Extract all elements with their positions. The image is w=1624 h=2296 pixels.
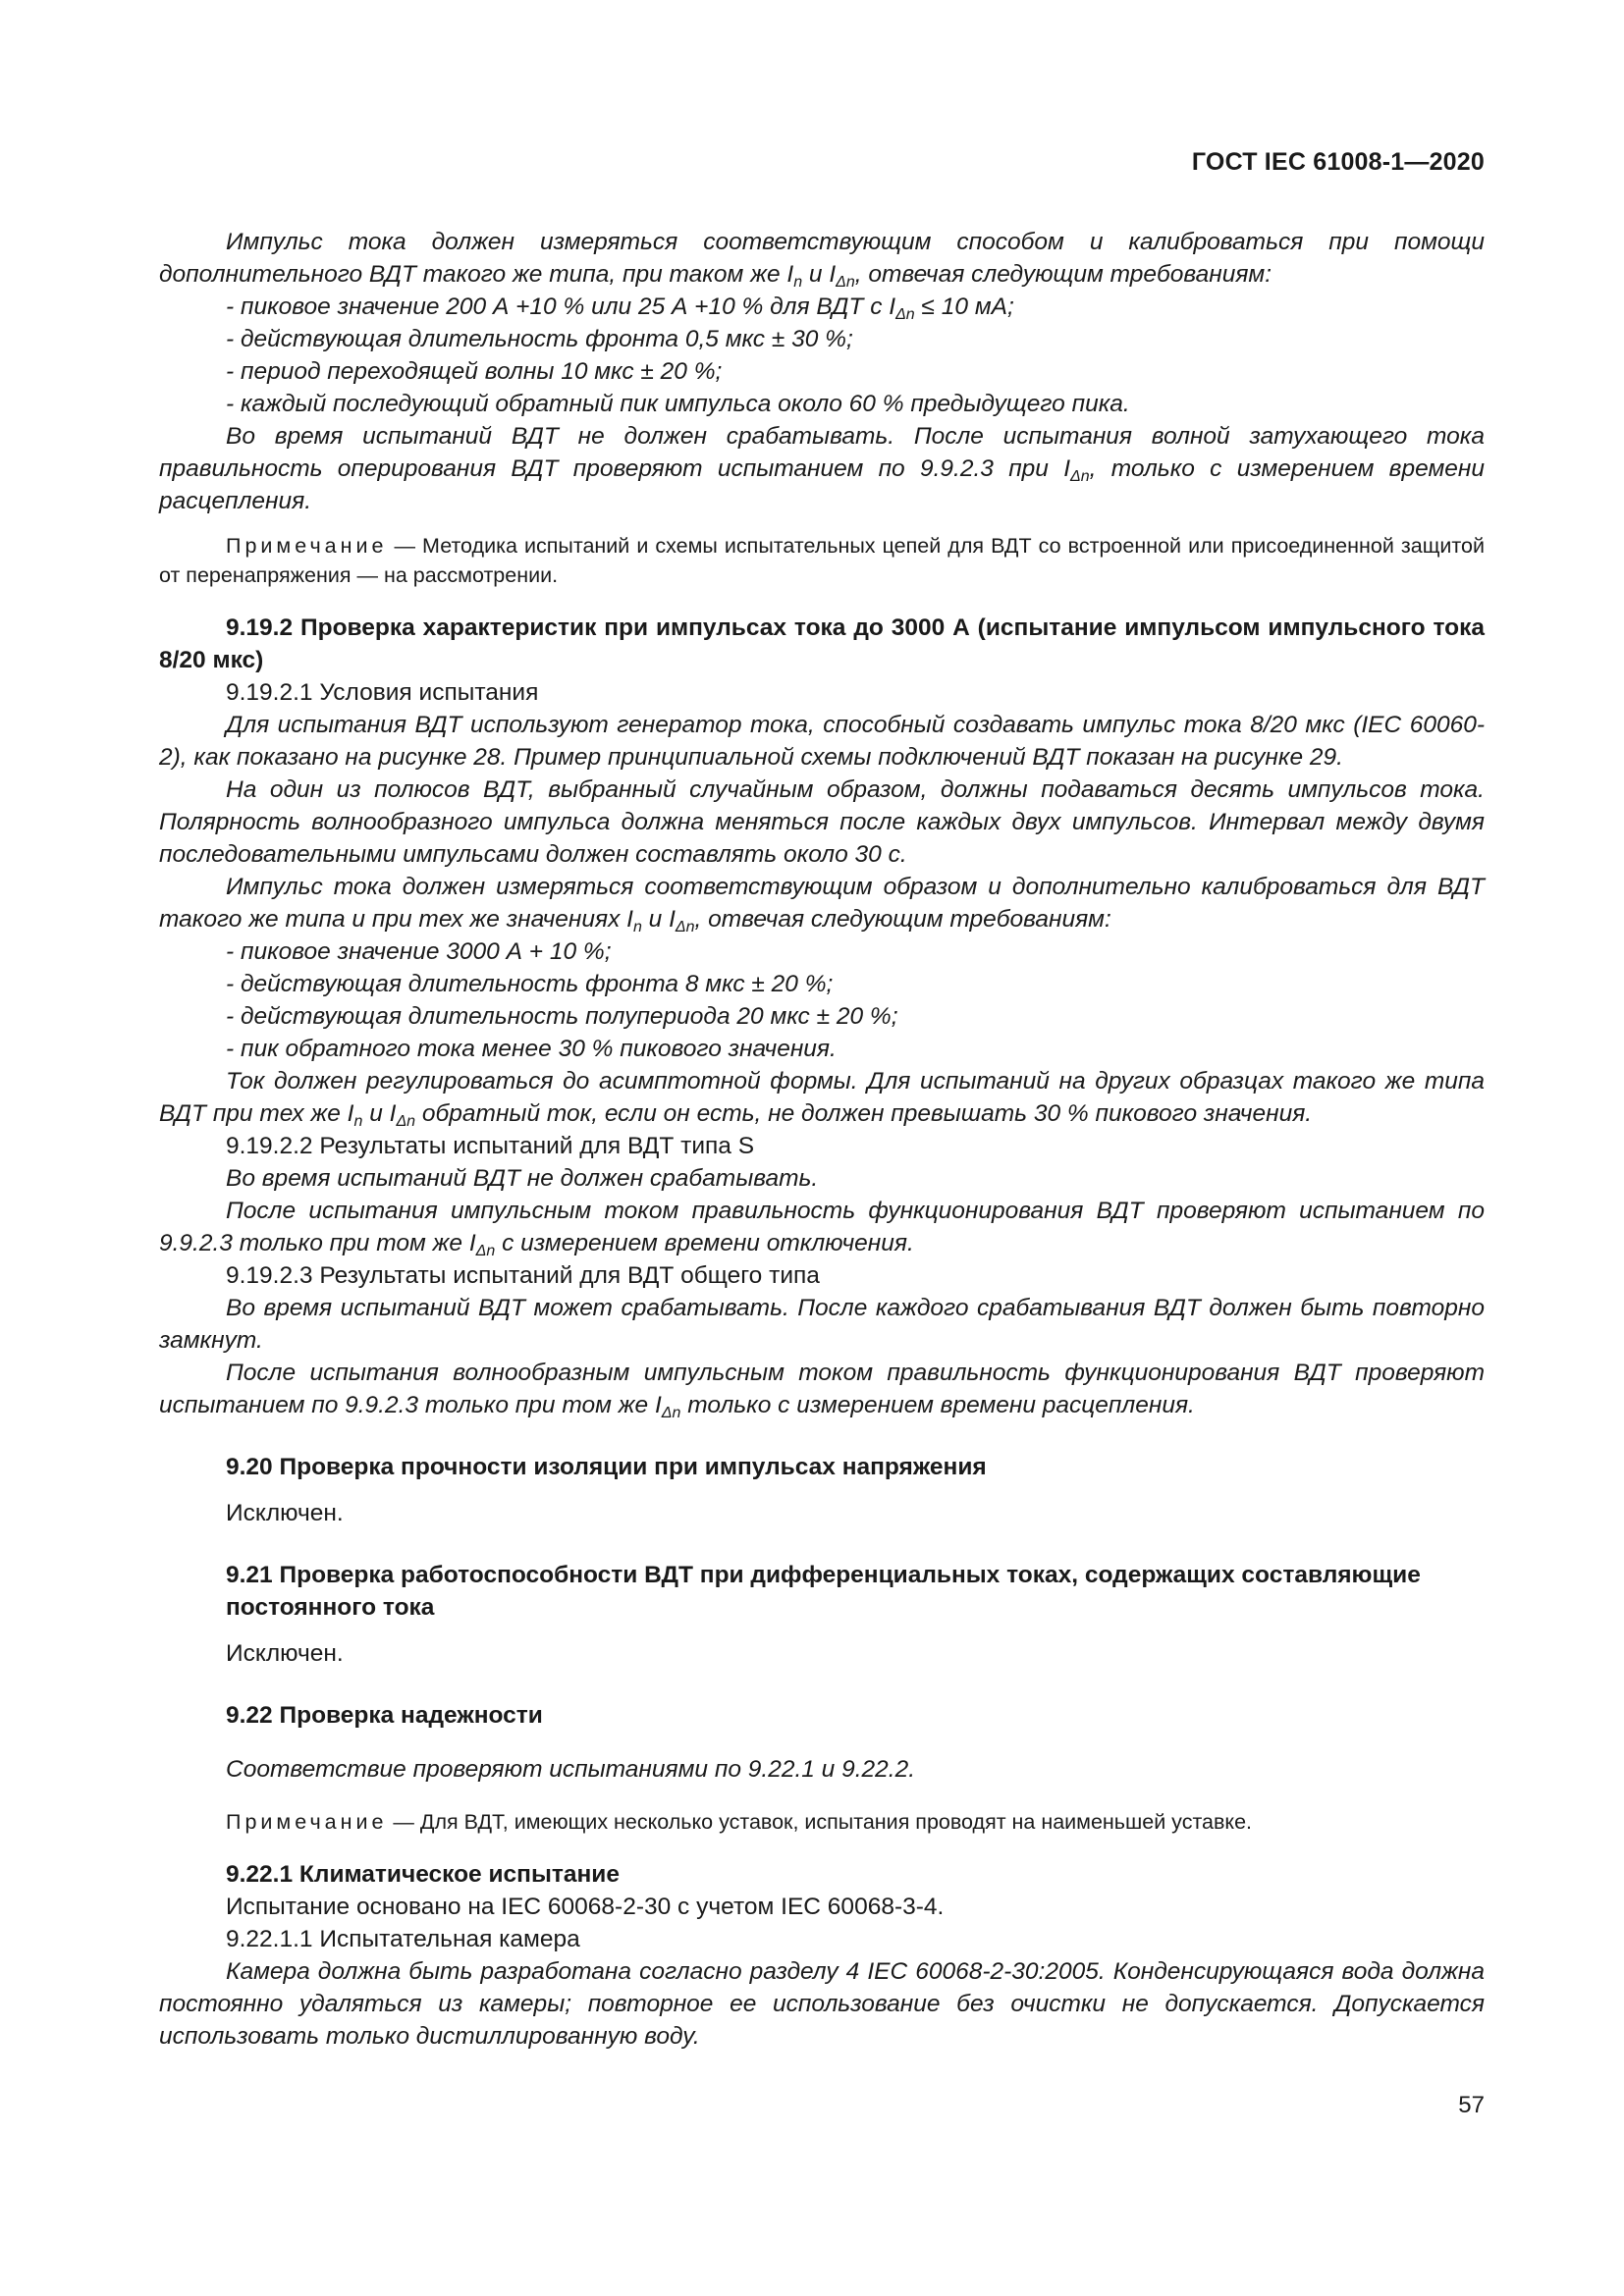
note-label: Примечание <box>226 534 388 558</box>
paragraph: Для испытания ВДТ используют генератор тока, способный создавать импульс тока 8/20 мкс (IEC 60060-2), как показано на рисунке 28. Пример принципиальной схемы подключений ВДТ показан на рисунке 29. <box>159 712 1485 771</box>
paragraph-test-result: Во время испытаний ВДТ не должен срабатывать. После испытания волной затухающего тока правильность оперирования ВДТ проверяют испытанием по 9.9.2.3 при $I_{\Delta n}$, только с измерением времени расцепления. <box>159 423 1485 514</box>
note-label: Примечание <box>226 1810 388 1834</box>
paragraph: После испытания волнообразным импульсным током правильность функционирования ВДТ проверяют испытанием по 9.9.2.3 только при том же $I_{\Delta n}$ только с измерением времени расцепления. <box>159 1360 1485 1421</box>
list-item: - действующая длительность фронта 0,5 мкс ± 30 %; <box>226 326 853 352</box>
paragraph: После испытания импульсным током правильность функционирования ВДТ проверяют испытанием по 9.9.2.3 только при том же $I_{\Delta n}$ с измерением времени отключения. <box>159 1198 1485 1259</box>
section-heading-9-22-1: 9.22.1 Климатическое испытание <box>226 1861 620 1888</box>
paragraph-impulse-measurement: Импульс тока должен измеряться соответствующим способом и калиброваться при помощи дополнительного ВДТ такого же типа, при таком же $I_n$ и $I_{\Delta n}$, отвечая следующим требованиям: <box>159 229 1485 291</box>
paragraph: Во время испытаний ВДТ не должен срабатывать. <box>226 1165 819 1192</box>
subsection-title: 9.22.1.1 Испытательная камера <box>226 1926 580 1952</box>
list-item: - пиковое значение 3000 А + 10 %; <box>226 938 612 965</box>
subsection-title: 9.19.2.1 Условия испытания <box>226 679 539 706</box>
paragraph: Импульс тока должен измеряться соответствующим образом и дополнительно калиброваться для ВДТ такого же типа и при тех же значениях $I_n$ и $I_{\Delta n}$, отвечая следующим требованиям: <box>159 874 1485 935</box>
paragraph: Испытание основано на IEC 60068-2-30 с учетом IEC 60068-3-4. <box>226 1894 945 1920</box>
paragraph: Исключен. <box>226 1640 344 1667</box>
paragraph: Во время испытаний ВДТ может срабатывать. После каждого срабатывания ВДТ должен быть повторно замкнут. <box>159 1295 1485 1354</box>
list-item: - пик обратного тока менее 30 % пикового значения. <box>226 1036 837 1062</box>
list-item: - период переходящей волны 10 мкс ± 20 %; <box>226 358 723 385</box>
paragraph: Соответствие проверяют испытаниями по 9.22.1 и 9.22.2. <box>226 1756 916 1783</box>
subsection-title: 9.19.2.3 Результаты испытаний для ВДТ общего типа <box>226 1262 820 1289</box>
list-item: - действующая длительность полупериода 20 мкс ± 20 %; <box>226 1003 898 1030</box>
list-item: - действующая длительность фронта 8 мкс ± 20 %; <box>226 971 834 997</box>
section-heading-9-21: 9.21 Проверка работоспособности ВДТ при дифференциальных токах, содержащих составляющие постоянного тока <box>226 1562 1421 1621</box>
document-header: ГОСТ IEC 61008-1—2020 <box>1191 148 1485 176</box>
paragraph: Камера должна быть разработана согласно разделу 4 IEC 60068-2-30:2005. Конденсирующаяся вода должна постоянно удаляться из камеры; повторное ее использование без очистки не допускается. Допускается использовать только дистиллированную воду. <box>159 1958 1485 2050</box>
note: Примечание — Для ВДТ, имеющих несколько уставок, испытания проводят на наименьшей уставке. <box>226 1810 1253 1834</box>
subsection-title: 9.19.2.2 Результаты испытаний для ВДТ типа S <box>226 1133 755 1159</box>
note: Примечание — Методика испытаний и схемы испытательных цепей для ВДТ со встроенной или присоединенной защитой от перенапряжения — на рассмотрении. <box>159 534 1485 587</box>
page-body <box>159 226 1485 2053</box>
paragraph: На один из полюсов ВДТ, выбранный случайным образом, должны подаваться десять импульсов тока. Полярность волнообразного импульса должна меняться после каждых двух импульсов. Интервал между двумя последовательными импульсами должен составлять около 30 с. <box>159 776 1485 868</box>
list-item: - пиковое значение 200 А +10 % или 25 А +10 % для ВДТ с $I_{\Delta n} \le 10$ мА; <box>226 294 1014 323</box>
list-item: - каждый последующий обратный пик импульса около 60 % предыдущего пика. <box>226 391 1130 417</box>
paragraph: Ток должен регулироваться до асимптотной формы. Для испытаний на других образцах такого же типа ВДТ при тех же $I_n$ и $I_{\Delta n}$ обратный ток, если он есть, не должен превышать 30 % пикового значения. <box>159 1068 1485 1130</box>
section-heading-9-22: 9.22 Проверка надежности <box>226 1702 543 1729</box>
paragraph: Исключен. <box>226 1500 344 1526</box>
page-number: 57 <box>1458 2092 1485 2118</box>
section-heading-9-19-2: 9.19.2 Проверка характеристик при импульсах тока до 3000 А (испытание импульсом импульсного тока 8/20 мкс) <box>159 614 1485 673</box>
section-heading-9-20: 9.20 Проверка прочности изоляции при импульсах напряжения <box>226 1454 987 1480</box>
